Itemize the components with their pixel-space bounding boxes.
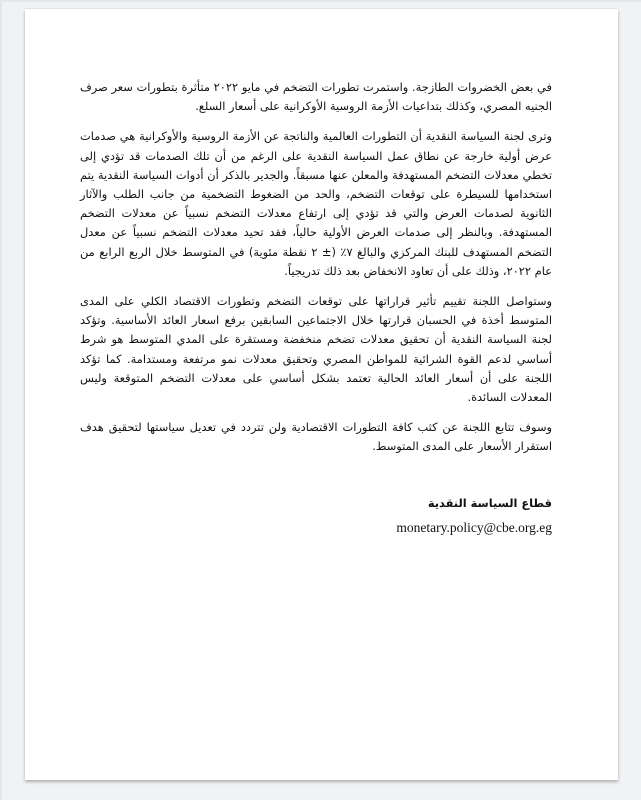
- document-page: [25, 9, 618, 780]
- paragraph-inflation-developments: في بعض الخضروات الطازجة. واستمرت تطورات التضخم في مايو ٢٠٢٢ متأثرة بتطورات سعر صرف الجنيه المصري، وكذلك بتداعيات الأزمة الروسية الأوكرانية على أسعار السلع.: [80, 80, 552, 114]
- contact-email[interactable]: monetary.policy@cbe.org.eg: [396, 519, 552, 535]
- signature-department: قطاع السياسة النقدية: [427, 495, 552, 510]
- page-content: [80, 78, 552, 537]
- paragraph-committee-view: وترى لجنة السياسة النقدية أن التطورات العالمية والناتجة عن الأزمة الروسية والأوكرانية هي صدمات عرض أولية خارجة عن نطاق عمل السياسة النقدية على الرغم من أن تلك الصدمات قد تؤدي إلى تخطي معدلات التضخم المستهدفة والمعلن عنها مسبقاً. والجدير بالذكر أن أدوات السياسة النقدية يتم استخدامها للسيطرة على توقعات التضخم، والحد من الضغوط التضخمية من جانب الطلب والآثار الثانوية لصدمات العرض والتي قد تؤدي إلى ارتفاع معدلات التضخم نسبياً عن معدلات التضخم المستهدفة. وبالنظر إلى صدمات العرض الأولية حالياً، فقد تحيد معدلات التضخم نسبياً عن معدل التضخم المستهدف للبنك المركزي والبالغ ٧٪ (± ٢ نقطة مئوية) في المتوسط خلال الربع الرابع من عام ٢٠٢٢، وذلك على أن تعاود الانخفاض بعد ذلك تدريجياً.: [80, 129, 553, 278]
- paragraph-committee-assessment: وستواصل اللجنة تقييم تأثير قراراتها على توقعات التضخم وتطورات الاقتصاد الكلي على المدى المتوسط أخذة في الحسبان قرارتها خلال الاجتماعين السابقين برفع اسعار العائد الأساسية. وتؤكد لجنة السياسة النقدية أن تحقيق معدلات تضخم منخفضة ومستقرة على المدي المتوسط هو شرط أساسي لدعم القوة الشرائية للمواطن المصري وتحقيق معدلات نمو مرتفعة ومستدامة. كما تؤكد اللجنة على أن أسعار العائد الحالية تعتمد بشكل أساسي على معدلات التضخم المتوقعة وليس المعدلات السائدة.: [80, 294, 552, 405]
- paragraph-monitoring: وسوف تتابع اللجنة عن كثب كافة التطورات الاقتصادية ولن تتردد في تعديل سياستها لتحقيق هدف استقرار الأسعار على المدى المتوسط.: [80, 420, 552, 454]
